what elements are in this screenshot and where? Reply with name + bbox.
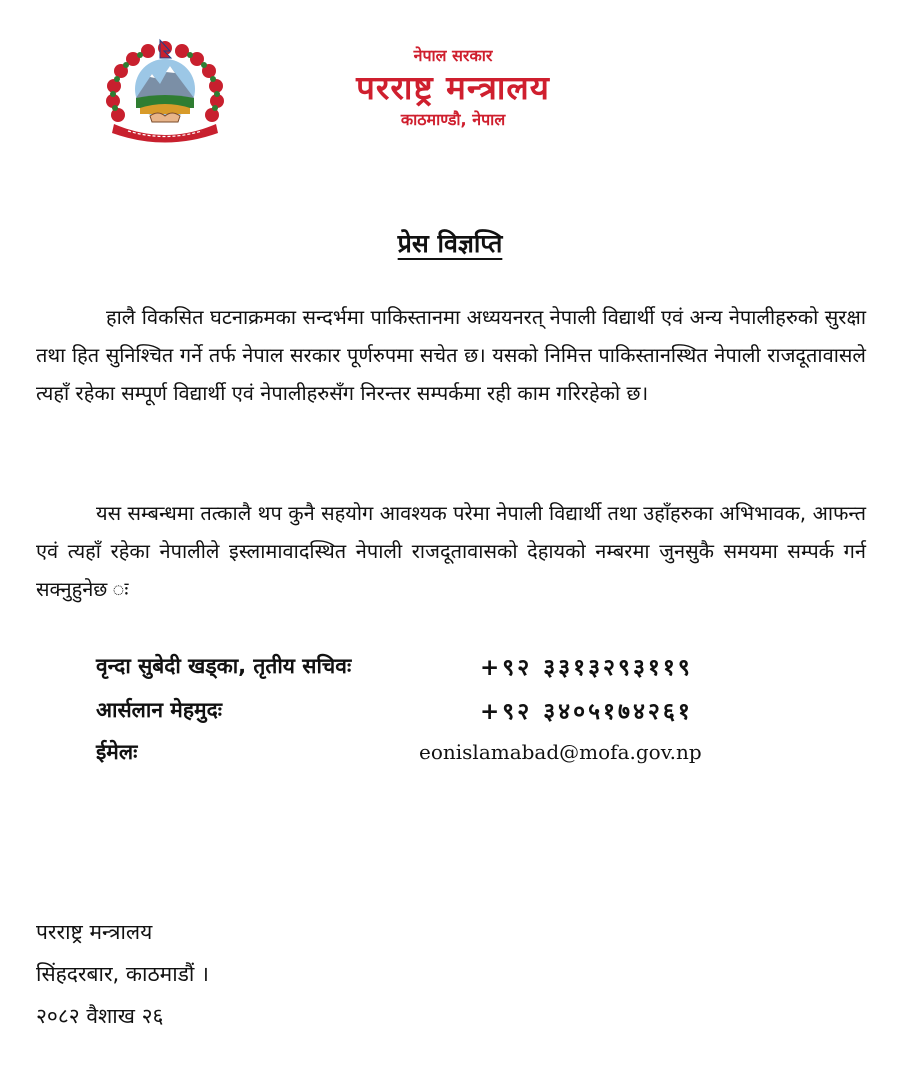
nepal-emblem-icon [100, 34, 230, 144]
email-label: ईमेलः [96, 740, 138, 764]
footer-address: सिंहदरबार, काठमाडौं । [36, 962, 209, 986]
footer-date: २०८२ वैशाख २६ [36, 1004, 164, 1028]
press-release-title: प्रेस विज्ञप्ति [397, 229, 503, 258]
contact-2-phone: +९२ ३४०५१७४२६१ [480, 699, 693, 725]
contact-2-label: आर्सलान मेहमुदः [96, 698, 222, 722]
location-heading: काठमाण्डौ, नेपाल [400, 110, 506, 129]
contact-1-label: वृन्दा सुबेदी खड्का, तृतीय सचिवः [96, 654, 352, 678]
contact-1-phone: +९२ ३३१३२९३११९ [480, 655, 693, 681]
paragraph-2: यस सम्बन्धमा तत्कालै थप कुनै सहयोग आवश्यक परेमा नेपाली विद्यार्थी तथा उहाँहरुका अभिभावक, आफन्त एवं त्यहाँ रहेका नेपालीले इस्लामावादस्थित नेपाली राजदूतावासको देहायको नम्बरमा जुनसुकै समयमा सम्पर्क गर्न सक्नुहुनेछ ः [36, 501, 866, 601]
government-heading: नेपाल सरकार [413, 46, 493, 65]
ministry-heading: परराष्ट्र मन्त्रालय [356, 68, 550, 107]
paragraph-1: हालै विकसित घटनाक्रमका सन्दर्भमा पाकिस्तानमा अध्ययनरत् नेपाली विद्यार्थी एवं अन्य नेपालीहरुको सुरक्षा तथा हित सुनिश्चित गर्ने तर्फ नेपाल सरकार पूर्णरुपमा सचेत छ। यसको निमित्त पाकिस्तानस्थित नेपाली राजदूतावासले त्यहाँ रहेका सम्पूर्ण विद्यार्थी एवं नेपालीहरुसँग निरन्तर सम्पर्कमा रही काम गरिरहेको छ। [36, 305, 866, 405]
footer-ministry: परराष्ट्र मन्त्रालय [36, 920, 153, 944]
email-address: eonislamabad@mofa.gov.np [419, 740, 702, 764]
